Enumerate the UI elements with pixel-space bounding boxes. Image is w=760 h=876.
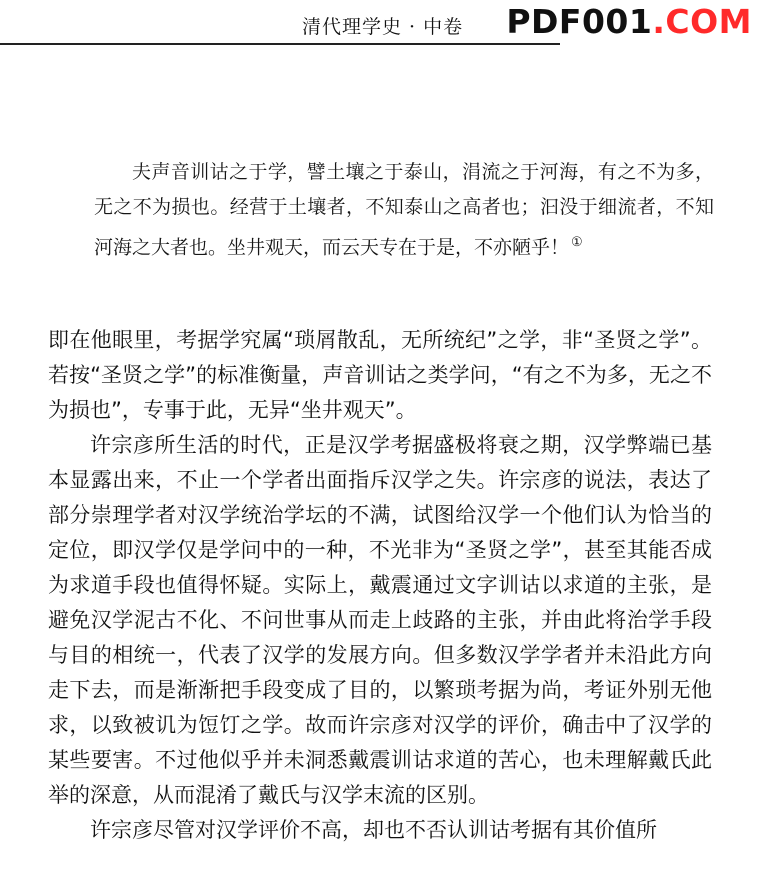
- main-text: [48, 323, 712, 848]
- body-paragraph: 许宗彦所生活的时代，正是汉学考据盛极将衰之期，汉学弊端已基本显露出来，不止一个学者出面指斥汉学之失。许宗彦的说法，表达了部分崇理学者对汉学统治学坛的不满，试图给汉学一个他们认为恰当的定位，即汉学仅是学问中的一种，不光非为“圣贤之学”，甚至其能否成为求道手段也值得怀疑。实际上，戴震通过文字训诂以求道的主张，是避免汉学泥古不化、不问世事从而走上歧路的主张，并由此将治学手段与目的相统一，代表了汉学的发展方向。但多数汉学学者并未沿此方向走下去，而是渐渐把手段变成了目的，以繁琐考据为尚，考证外别无他求，以致被讥为饾饤之学。故而许宗彦对汉学的评价，确击中了汉学的某些要害。不过他似乎并未洞悉戴震训诂求道的苦心，也未理解戴氏此举的深意，从而混淆了戴氏与汉学末流的区别。: [48, 433, 712, 807]
- body-paragraph: 许宗彦尽管对汉学评价不高，却也不否认训诂考据有其价值所: [90, 818, 657, 842]
- footnote-marker[interactable]: ①: [571, 235, 583, 250]
- header-rule: [0, 43, 560, 45]
- quote-paragraph: [94, 155, 714, 265]
- page-header: [0, 0, 760, 48]
- body-paragraph-continuation: 即在他眼里，考据学究属“琐屑散乱，无所统纪”之学，非“圣贤之学”。若按“圣贤之学”的标准衡量，声音训诂之类学问，“有之不为多，无之不为损也”，专事于此，无异“坐井观天”。: [48, 328, 712, 422]
- watermark-main: PDF001: [506, 2, 653, 41]
- watermark-logo: [506, 2, 752, 41]
- running-title: 清代理学史 · 中卷: [302, 16, 464, 38]
- watermark-suffix: .COM: [652, 2, 752, 41]
- quote-text: 夫声音训诂之于学，譬土壤之于泰山，涓流之于河海，有之不为多，无之不为损也。经营于土壤者，不知泰山之高者也；汩没于细流者，不知河海之大者也。坐井观天，而云天专在于是，不亦陋乎！: [94, 161, 714, 259]
- block-quote: [94, 155, 714, 265]
